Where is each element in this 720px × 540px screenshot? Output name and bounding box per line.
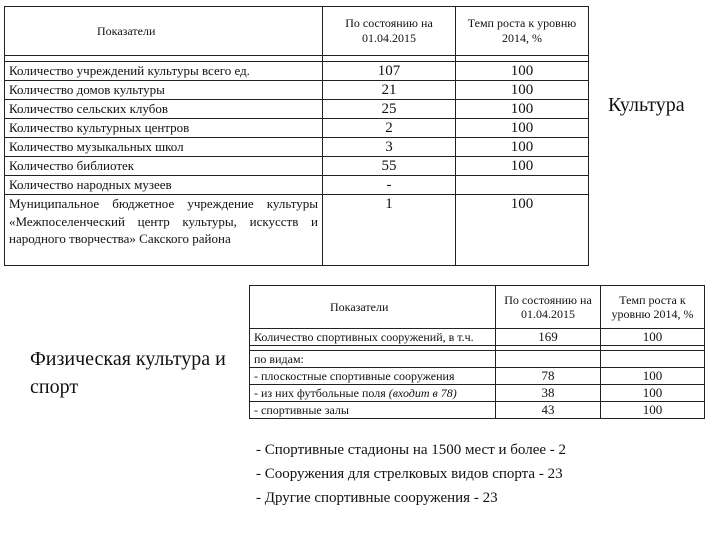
table-row	[250, 351, 705, 368]
row-rate: 100	[601, 385, 705, 402]
table-row	[5, 157, 589, 176]
row-rate: 100	[601, 402, 705, 419]
row-note: (входит в 78)	[388, 386, 457, 400]
row-value: 21	[323, 81, 456, 100]
list-item: - Другие спортивные сооружения - 23	[256, 490, 498, 506]
row-name: Количество домов культуры	[5, 81, 323, 100]
culture-header-rate: Темп роста к уровню 2014, %	[456, 7, 589, 56]
row-rate: 100	[601, 368, 705, 385]
list-item: - Сооружения для стрелковых видов спорта - 23	[256, 466, 563, 482]
row-value: 2	[323, 119, 456, 138]
row-rate: 100	[456, 195, 589, 266]
row-name: Количество культурных центров	[5, 119, 323, 138]
row-value: 107	[323, 62, 456, 81]
list-item: - Спортивные стадионы на 1500 мест и более - 2	[256, 442, 567, 458]
row-value: 25	[323, 100, 456, 119]
row-name: Количество библиотек	[5, 157, 323, 176]
row-value: -	[323, 176, 456, 195]
row-rate: 100	[456, 119, 589, 138]
table-row	[5, 62, 589, 81]
sport-header-indicator: Показатели	[250, 286, 496, 329]
culture-section-label: Культура	[608, 94, 685, 116]
sport-header-date: По состоянию на 01.04.2015	[496, 286, 601, 329]
culture-header-indicator: Показатели	[5, 7, 323, 56]
row-name: Количество сельских клубов	[5, 100, 323, 119]
row-value: 43	[496, 402, 601, 419]
row-name: - плоскостные спортивные сооружения	[250, 368, 496, 385]
row-rate: 100	[456, 62, 589, 81]
row-name: Муниципальное бюджетное учреждение культуры «Межпоселенческий центр культуры, искусств и народного творчества» Сакского района	[5, 195, 323, 266]
table-row	[5, 138, 589, 157]
table-row	[5, 100, 589, 119]
culture-table	[4, 6, 589, 266]
table-row	[250, 329, 705, 346]
culture-header-date: По состоянию на 01.04.2015	[323, 7, 456, 56]
culture-header-row	[5, 7, 589, 56]
table-row	[250, 368, 705, 385]
table-row	[250, 385, 705, 402]
table-row	[5, 195, 589, 266]
row-name: Количество учреждений культуры всего ед.	[5, 62, 323, 81]
row-rate: 100	[601, 329, 705, 346]
row-name: - из них футбольные поля	[254, 386, 389, 400]
sport-notes-list	[256, 438, 566, 510]
sport-header-rate: Темп роста к уровню 2014, %	[601, 286, 705, 329]
row-name-cell	[250, 385, 496, 402]
sport-table	[249, 285, 705, 419]
table-row	[5, 119, 589, 138]
row-value: 1	[323, 195, 456, 266]
row-rate: 100	[456, 100, 589, 119]
sport-section-label: Физическая культура и спорт	[30, 348, 226, 398]
by-type-label: по видам:	[250, 351, 496, 368]
row-rate: 100	[456, 157, 589, 176]
row-name: - спортивные залы	[250, 402, 496, 419]
row-value: 38	[496, 385, 601, 402]
row-name: Количество спортивных сооружений, в т.ч.	[250, 329, 496, 346]
row-value: 169	[496, 329, 601, 346]
row-name: Количество народных музеев	[5, 176, 323, 195]
row-value: 55	[323, 157, 456, 176]
row-value: 78	[496, 368, 601, 385]
row-rate	[456, 176, 589, 195]
row-rate: 100	[456, 81, 589, 100]
table-row	[5, 81, 589, 100]
table-row	[5, 176, 589, 195]
sport-header-row	[250, 286, 705, 329]
row-rate: 100	[456, 138, 589, 157]
table-row	[250, 402, 705, 419]
row-value: 3	[323, 138, 456, 157]
row-name: Количество музыкальных школ	[5, 138, 323, 157]
